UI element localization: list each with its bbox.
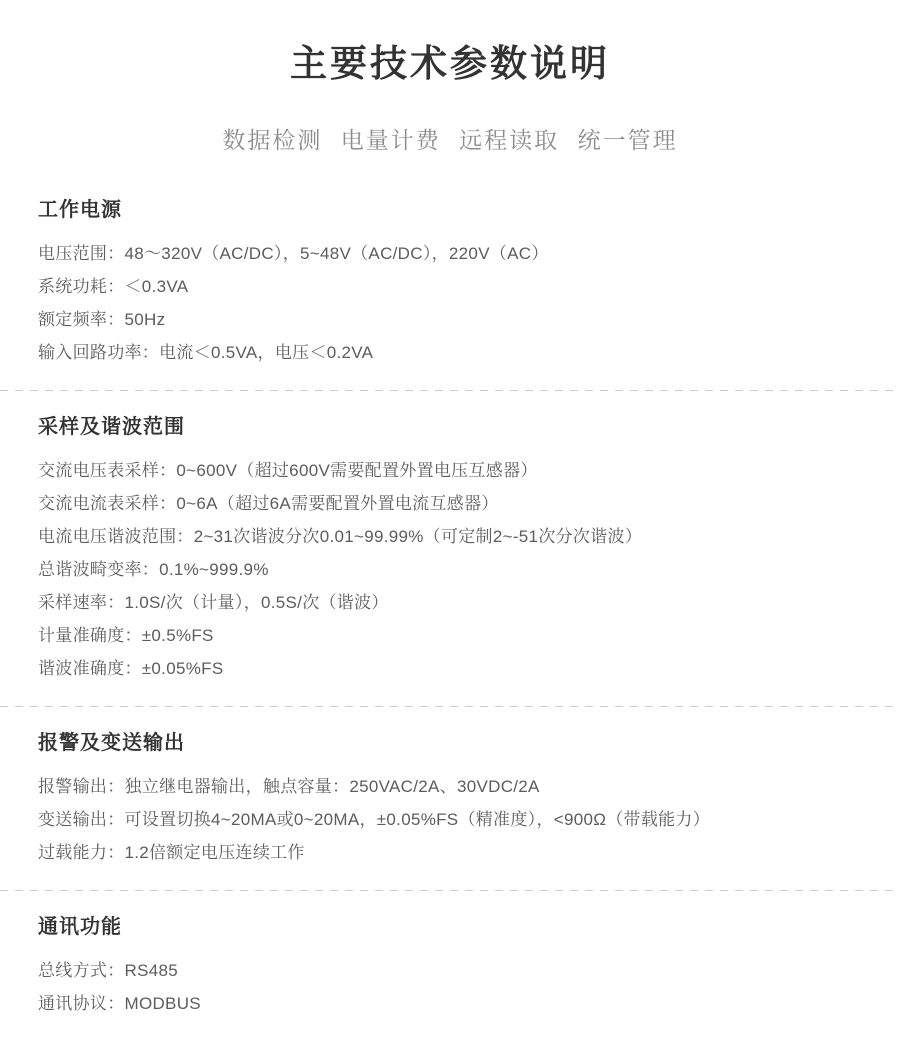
spec-line: 变送输出：可设置切换4~20MA或0~20MA，±0.05%FS（精准度），<900Ω（带载能力） xyxy=(38,810,711,830)
spec-section xyxy=(38,197,862,369)
spec-section xyxy=(38,890,862,1020)
section-lines xyxy=(38,237,862,369)
section-lines xyxy=(38,454,862,685)
section-heading: 报警及变送输出 xyxy=(38,732,185,755)
spec-section xyxy=(38,390,862,685)
spec-line: 系统功耗：＜0.3VA xyxy=(38,277,189,297)
section-divider xyxy=(0,890,900,891)
spec-line: 报警输出：独立继电器输出，触点容量：250VAC/2A、30VDC/2A xyxy=(38,777,540,797)
spec-line: 电流电压谐波范围：2~31次谐波分次0.01~99.99%（可定制2~-51次分次谐波） xyxy=(38,527,643,547)
spec-line: 总线方式：RS485 xyxy=(38,961,178,981)
spec-line: 电压范围：48～320V（AC/DC），5~48V（AC/DC），220V（AC） xyxy=(38,244,549,264)
spec-line: 过载能力：1.2倍额定电压连续工作 xyxy=(38,843,305,863)
section-divider xyxy=(0,706,900,707)
spec-line: 总谐波畸变率：0.1%~999.9% xyxy=(38,560,269,580)
spec-line: 额定频率：50Hz xyxy=(38,310,166,330)
spec-sections xyxy=(38,197,862,1020)
spec-section xyxy=(38,706,862,869)
section-lines xyxy=(38,770,862,869)
spec-line: 交流电流表采样：0~6A（超过6A需要配置外置电流互感器） xyxy=(38,494,499,514)
section-heading: 工作电源 xyxy=(38,199,122,222)
spec-line: 通讯协议：MODBUS xyxy=(38,994,201,1014)
section-lines xyxy=(38,954,862,1020)
page-title: 主要技术参数说明 xyxy=(290,43,610,84)
spec-line: 计量准确度：±0.5%FS xyxy=(38,626,214,646)
spec-line: 采样速率：1.0S/次（计量），0.5S/次（谐波） xyxy=(38,593,389,613)
page-subtitle: 数据检测 电量计费 远程读取 统一管理 xyxy=(222,127,678,154)
spec-line: 输入回路功率：电流＜0.5VA，电压＜0.2VA xyxy=(38,343,374,363)
spec-line: 谐波准确度：±0.05%FS xyxy=(38,659,224,679)
spec-line: 交流电压表采样：0~600V（超过600V需要配置外置电压互感器） xyxy=(38,461,538,481)
section-divider xyxy=(0,390,900,391)
section-heading: 采样及谐波范围 xyxy=(38,416,185,439)
section-heading: 通讯功能 xyxy=(38,916,122,939)
